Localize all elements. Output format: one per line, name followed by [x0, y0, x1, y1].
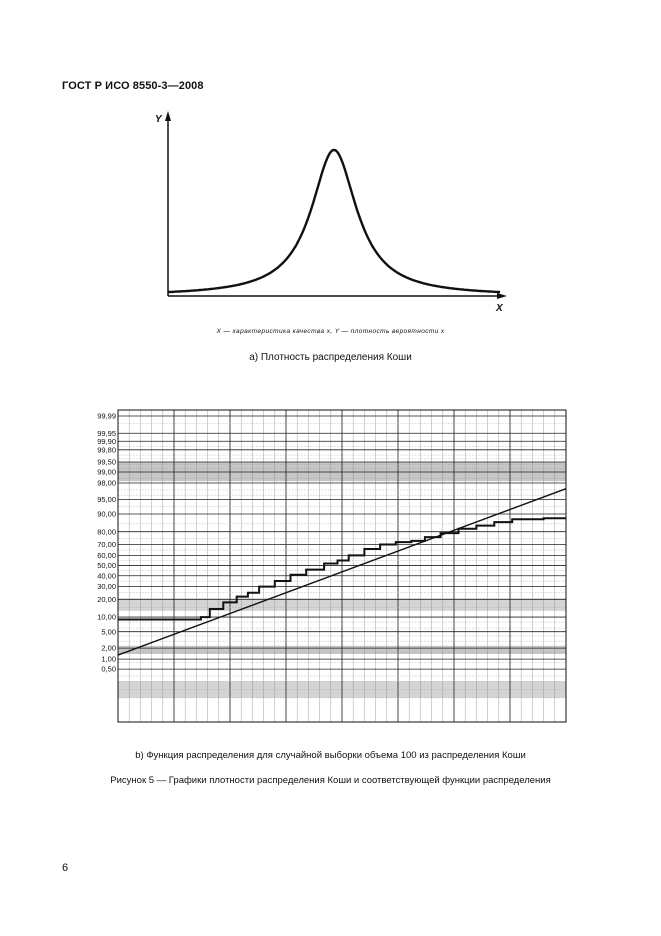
y-tick-label: 99,80 [97, 445, 116, 455]
figure-a-legend: X — характеристика качества x, Y — плотность вероятности x [216, 328, 445, 335]
y-tick-label: 0,50 [101, 664, 116, 674]
y-tick-label: 40,00 [97, 571, 116, 581]
y-tick-label: 20,00 [97, 594, 116, 604]
density-y-arrow [165, 111, 171, 121]
density-curve [168, 150, 500, 292]
figure-a-caption: а) Плотность распределения Коши [249, 352, 412, 363]
density-y-label: Y [155, 114, 162, 125]
y-tick-label: 99,50 [97, 457, 116, 467]
y-tick-label: 98,00 [97, 478, 116, 488]
probability-chart [80, 400, 575, 735]
y-tick-label: 5,00 [101, 627, 116, 637]
y-tick-label: 1,00 [101, 654, 116, 664]
figure-b-caption: b) Функция распределения для случайной выборки объема 100 из распределения Коши [135, 750, 526, 761]
density-x-arrow [497, 293, 507, 299]
y-tick-label: 99,00 [97, 467, 116, 477]
density-x-label: X [496, 303, 503, 313]
y-tick-label: 99,90 [97, 436, 116, 446]
y-tick-label: 80,00 [97, 527, 116, 537]
y-tick-label: 50,00 [97, 561, 116, 571]
y-tick-label: 2,00 [101, 643, 116, 653]
y-tick-label: 99,99 [97, 411, 116, 421]
density-chart [150, 108, 520, 313]
figure-title: Рисунок 5 — Графики плотности распределения Коши и соответствующей функции распределения [110, 775, 551, 786]
document-header: ГОСТ Р ИСО 8550-3—2008 [62, 80, 204, 92]
y-tick-label: 30,00 [97, 582, 116, 592]
y-tick-label: 10,00 [97, 612, 116, 622]
y-tick-label: 90,00 [97, 509, 116, 519]
y-tick-label: 95,00 [97, 495, 116, 505]
probability-grid [118, 410, 566, 722]
y-tick-label: 99,95 [97, 428, 116, 438]
page-number: 6 [62, 862, 69, 874]
probability-tick-labels [97, 412, 116, 674]
y-tick-label: 70,00 [97, 540, 116, 550]
y-tick-label: 60,00 [97, 550, 116, 560]
